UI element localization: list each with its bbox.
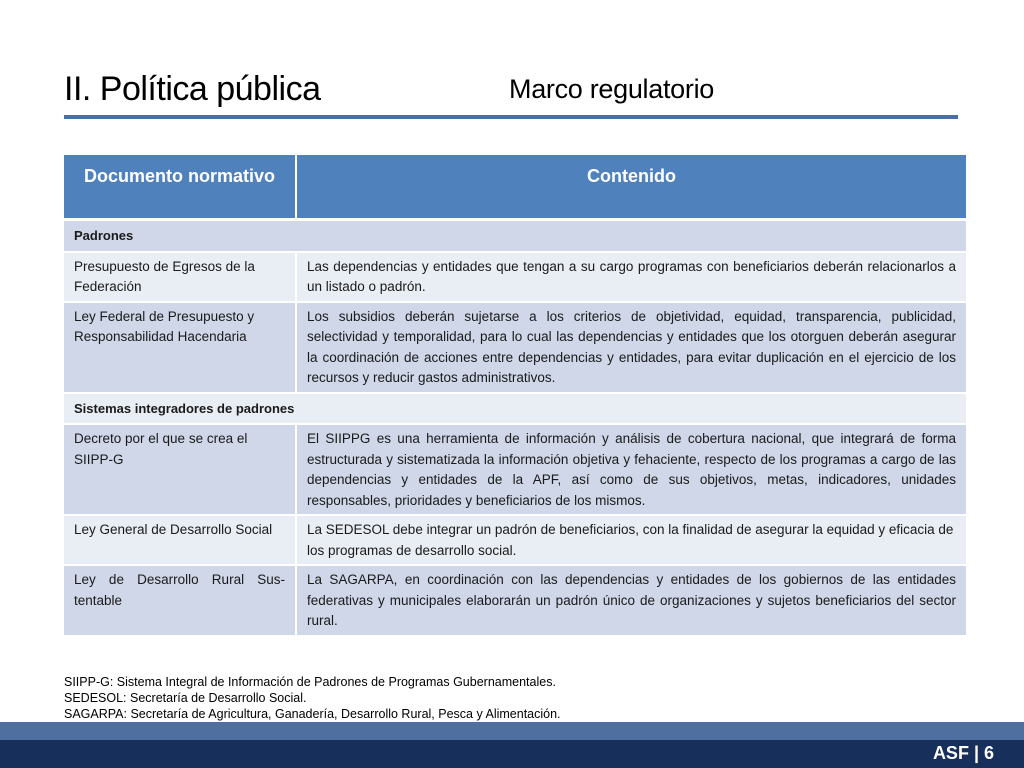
document-cell: Ley de Desarrollo Rural Sus-tentable bbox=[64, 565, 296, 635]
title-divider bbox=[64, 115, 958, 119]
section-row-sistemas-integradores bbox=[64, 393, 966, 425]
content-cell: La SAGARPA, en coordinación con las dependencias y entidades de los gobiernos de las entidades federativas y municipales elaborarán un padrón único de organizaciones y sujetos beneficiarios del sector rural. bbox=[296, 565, 966, 635]
table-header-row bbox=[64, 155, 966, 220]
document-cell: Ley Federal de Presupuesto y Responsabilidad Hacendaria bbox=[64, 302, 296, 393]
footnote-sagarpa: SAGARPA: Secretaría de Agricultura, Ganadería, Desarrollo Rural, Pesca y Alimentación. bbox=[64, 707, 561, 721]
content-cell: La SEDESOL debe integrar un padrón de beneficiarios, con la finalidad de asegurar la equidad y eficacia de los programas de desarrollo social. bbox=[296, 515, 966, 565]
header-documento-normativo: Documento normativo bbox=[64, 155, 296, 220]
footer-band-dark bbox=[0, 740, 1024, 768]
table-row bbox=[64, 302, 966, 393]
document-cell: Ley General de Desarrollo Social bbox=[64, 515, 296, 565]
footnote-siipp-g: SIIPP-G: Sistema Integral de Información de Padrones de Programas Gubernamentales. bbox=[64, 675, 556, 689]
table-row bbox=[64, 252, 966, 302]
footnotes bbox=[64, 674, 964, 722]
document-cell: Presupuesto de Egresos de la Federación bbox=[64, 252, 296, 302]
content-cell: El SIIPPG es una herramienta de información y análisis de cobertura nacional, que integrará de forma estructurada y sistematizada la información objetiva y fehaciente, respecto de los programas a cargo de las dependencias y entidades de la APF, así como de sus objetivos, metas, indicadores, unidades responsables, prioridades y beneficiarios de los mismos. bbox=[296, 424, 966, 515]
section-label: Padrones bbox=[64, 220, 966, 252]
table-row bbox=[64, 424, 966, 515]
header-contenido: Contenido bbox=[296, 155, 966, 220]
content-cell: Las dependencias y entidades que tengan a su cargo programas con beneficiarios deberán relacionarlos a un listado o padrón. bbox=[296, 252, 966, 302]
slide-title: II. Política pública bbox=[64, 70, 321, 108]
section-label: Sistemas integradores de padrones bbox=[64, 393, 966, 425]
regulatory-table-container bbox=[64, 155, 966, 635]
table-row bbox=[64, 515, 966, 565]
document-cell: Decreto por el que se crea el SIIPP-G bbox=[64, 424, 296, 515]
regulatory-table bbox=[64, 155, 966, 635]
table-row bbox=[64, 565, 966, 635]
footer-band-light bbox=[0, 722, 1024, 740]
slide-number: ASF | 6 bbox=[932, 743, 994, 763]
slide-subtitle: Marco regulatorio bbox=[509, 74, 714, 104]
section-row-padrones bbox=[64, 220, 966, 252]
content-cell: Los subsidios deberán sujetarse a los criterios de objetividad, equidad, transparencia, publicidad, selectividad y temporalidad, para lo cual las dependencias y entidades que los otorguen deberán asegurar la coordinación de acciones entre dependencias y entidades, para evitar duplicación en el ejercicio de los recursos y reducir gastos administrativos. bbox=[296, 302, 966, 393]
footnote-sedesol: SEDESOL: Secretaría de Desarrollo Social. bbox=[64, 691, 307, 705]
